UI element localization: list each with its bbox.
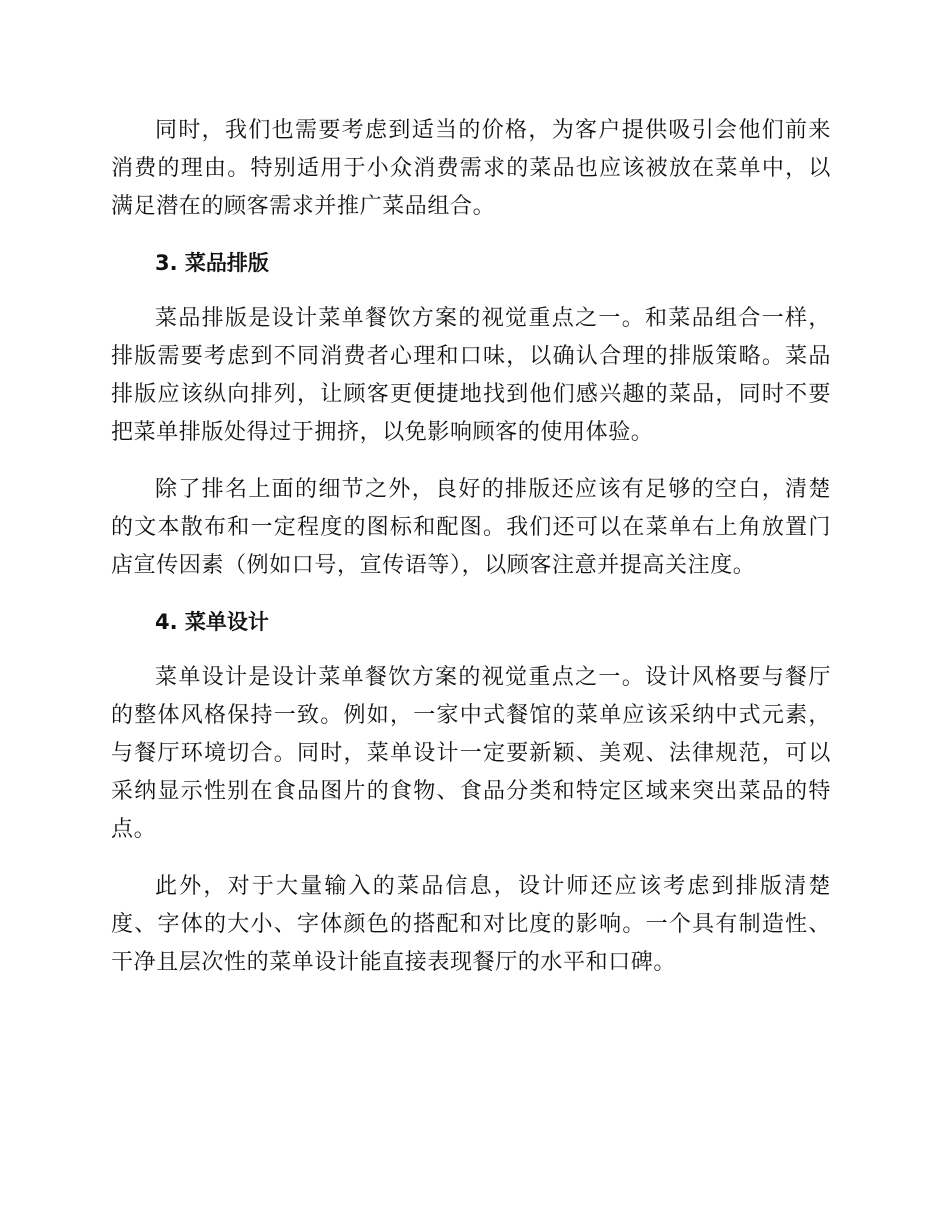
- section-3-paragraph-1: 菜品排版是设计菜单餐饮方案的视觉重点之一。和菜品组合一样，排版需要考虑到不同消费者心理和口味，以确认合理的排版策略。菜品排版应该纵向排列，让顾客更便捷地找到他们感兴趣的菜品，同时不要把菜单排版处得过于拥挤，以免影响顾客的使用体验。: [111, 306, 831, 445]
- section-3-paragraph-2: 除了排名上面的细节之外，良好的排版还应该有足够的空白，清楚的文本散布和一定程度的图标和配图。我们还可以在菜单右上角放置门店宣传因素（例如口号，宣传语等），以顾客注意并提高关注度。: [111, 477, 831, 578]
- section-4-heading: 4. 菜单设计: [155, 610, 269, 634]
- document-body: [111, 112, 831, 1001]
- intro-paragraph: 同时，我们也需要考虑到适当的价格，为客户提供吸引会他们前来消费的理由。特别适用于小众消费需求的菜品也应该被放在菜单中，以满足潜在的顾客需求并推广菜品组合。: [111, 118, 831, 219]
- section-4-paragraph-2: 此外，对于大量输入的菜品信息，设计师还应该考虑到排版清楚度、字体的大小、字体颜色的搭配和对比度的影响。一个具有制造性、干净且层次性的菜单设计能直接表现餐厅的水平和口碑。: [111, 874, 831, 975]
- section-3-heading: 3. 菜品排版: [155, 251, 269, 275]
- section-4-paragraph-1: 菜单设计是设计菜单餐饮方案的视觉重点之一。设计风格要与餐厅的整体风格保持一致。例如，一家中式餐馆的菜单应该采纳中式元素，与餐厅环境切合。同时，菜单设计一定要新颖、美观、法律规范，可以采纳显示性别在食品图片的食物、食品分类和特定区域来突出菜品的特点。: [111, 665, 831, 842]
